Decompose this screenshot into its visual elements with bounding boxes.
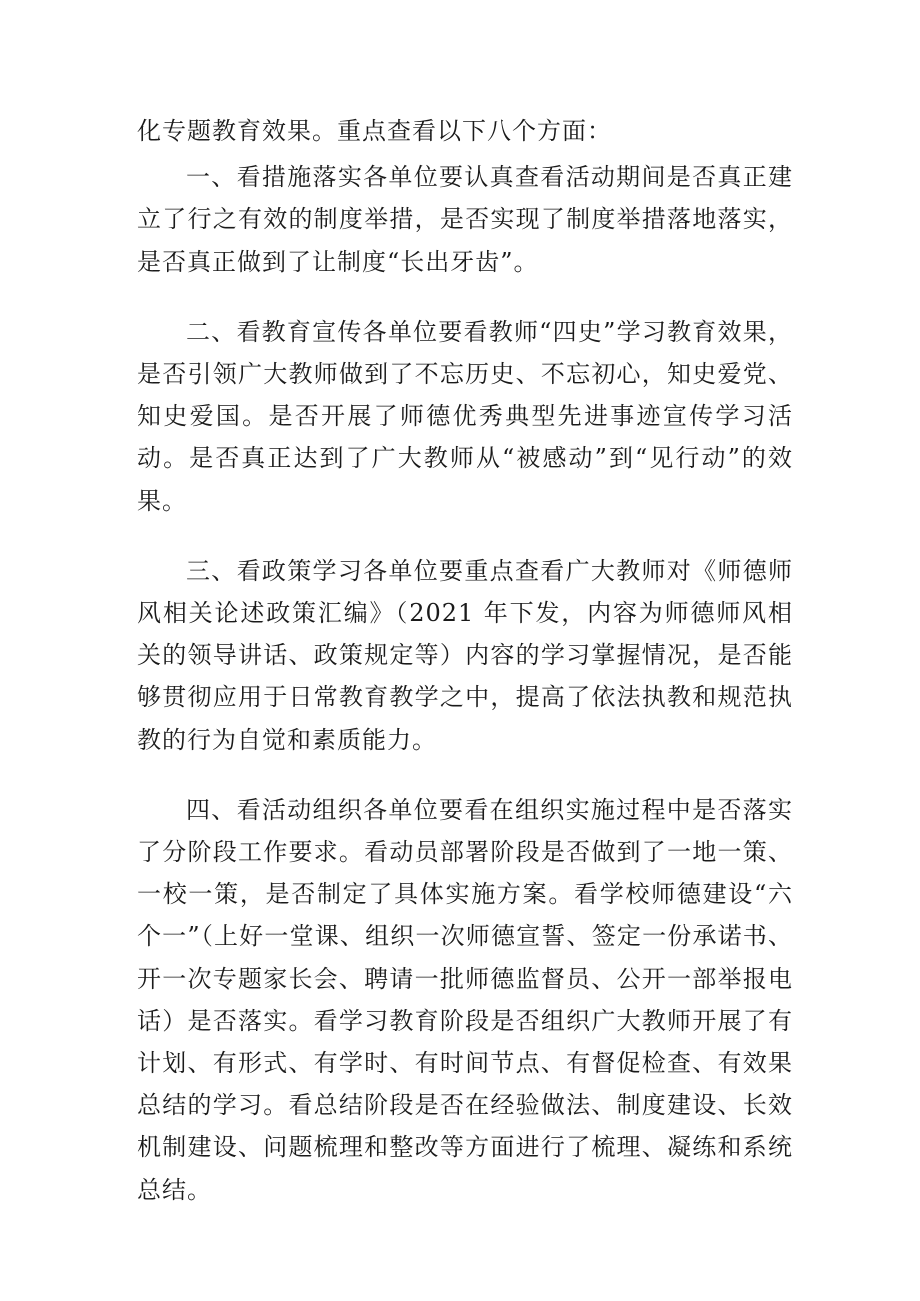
section-1-measures-paragraph: 一、看措施落实各单位要认真查看活动期间是否真正建立了行之有效的制度举措，是否实现了制度举措落地落实，是否真正做到了让制度“长出牙齿”。 xyxy=(137,163,793,276)
section-2-education-paragraph: 二、看教育宣传各单位要看教师“四史”学习教育效果，是否引领广大教师做到了不忘历史、不忘初心，知史爱党、知史爱国。是否开展了师德优秀典型先进事迹宣传学习活动。是否真正达到了广大教师从“被感动”到“见行动”的效果。 xyxy=(137,317,793,515)
section-3-policy-paragraph: 三、看政策学习各单位要重点查看广大教师对《师德师风相关论述政策汇编》（2021 年下发，内容为师德师风相关的领导讲话、政策规定等）内容的学习掌握情况，是否能够贯彻应用于日常教育教学之中，提高了依法执教和规范执教的行为自觉和素质能力。 xyxy=(137,556,793,754)
intro-paragraph: 化专题教育效果。重点查看以下八个方面： xyxy=(137,117,612,145)
section-4-organization-paragraph: 四、看活动组织各单位要看在组织实施过程中是否落实了分阶段工作要求。看动员部署阶段是否做到了一地一策、一校一策，是否制定了具体实施方案。看学校师德建设“六个一”（上好一堂课、组织一次师德宣誓、签定一份承诺书、开一次专题家长会、聘请一批师德监督员、公开一部举报电话）是否落实。看学习教育阶段是否组织广大教师开展了有计划、有形式、有学时、有时间节点、有督促检查、有效果总结的学习。看总结阶段是否在经验做法、制度建设、长效机制建设、问题梳理和整改等方面进行了梳理、凝练和系统总结。 xyxy=(137,795,793,1204)
document-body xyxy=(137,110,793,1211)
